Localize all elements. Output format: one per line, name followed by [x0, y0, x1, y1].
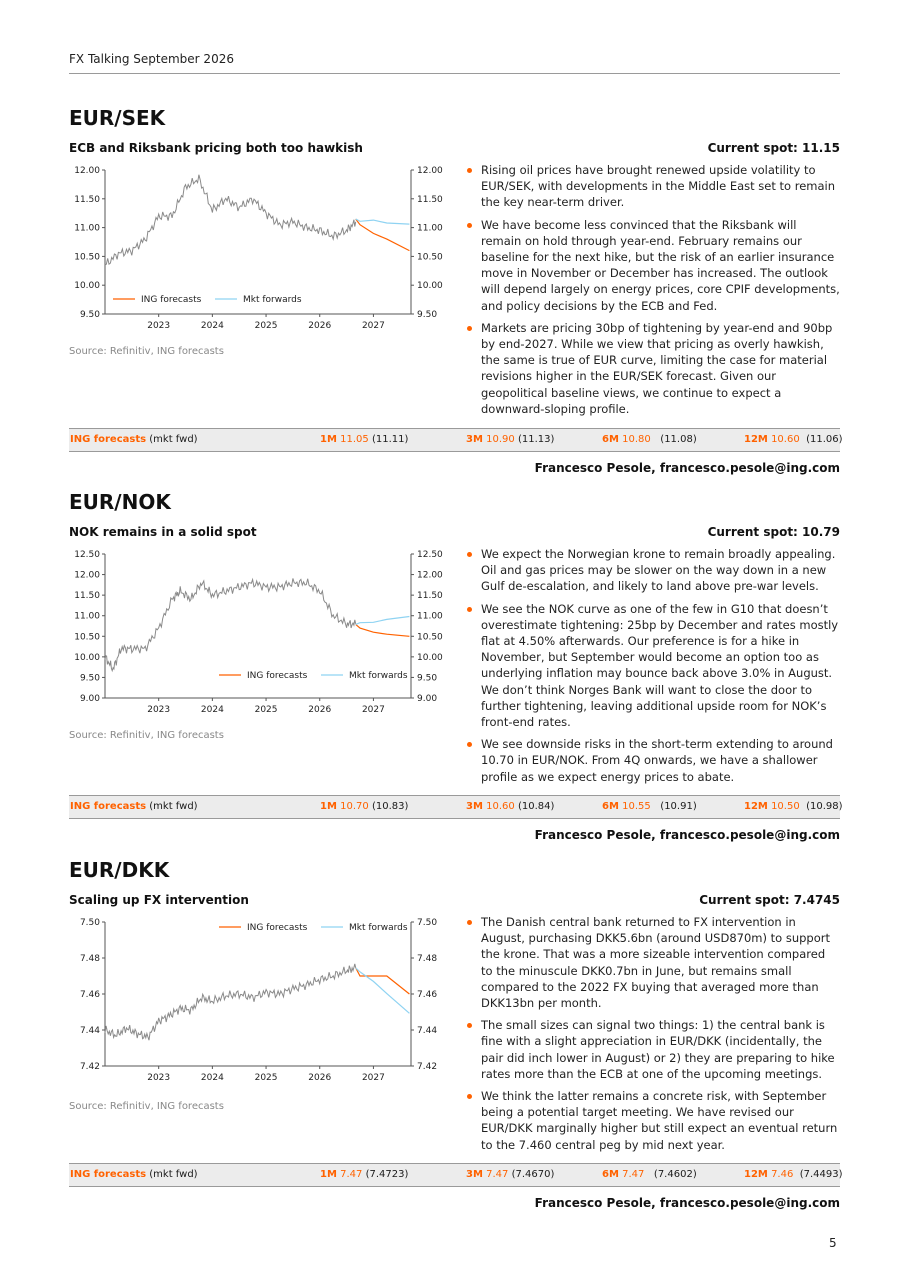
x-tick-label: 2024 — [200, 321, 224, 331]
y-tick-label-right: 7.44 — [417, 1026, 438, 1036]
forecast-bar — [69, 1163, 843, 1187]
forecast-12m: 12M 10.60 (11.06) — [744, 434, 843, 445]
chart-title: ECB and Riksbank pricing both too hawkish — [69, 141, 363, 155]
y-tick-label-right: 11.00 — [417, 223, 443, 234]
commentary-bullet: We think the latter remains a concrete risk, with September being a potential target meeting. We have revised our EUR/DKK marginally higher but still expect an eventual return to the 7.460 central peg by mid next year. — [467, 1088, 840, 1153]
y-tick-label-left: 11.50 — [74, 591, 100, 602]
section-title: EUR/NOK — [69, 490, 171, 514]
chart-eur-dkk — [69, 914, 449, 1094]
history-series-line — [105, 175, 356, 265]
y-tick-label-left: 12.00 — [74, 570, 100, 581]
y-tick-label-left: 10.00 — [74, 652, 100, 663]
y-tick-label-right: 10.50 — [417, 632, 443, 643]
legend-label-ing: ING forecasts — [141, 295, 202, 305]
commentary-bullet: We see downside risks in the short-term extending to around 10.70 in EUR/NOK. From 4Q onwards, we have a shallower profile as we expect energy prices to abate. — [467, 736, 840, 785]
legend-label-ing: ING forecasts — [247, 923, 308, 933]
eur-dkk-line-chart — [69, 914, 449, 1094]
y-tick-label-left: 7.46 — [79, 990, 100, 1000]
x-tick-label: 2026 — [308, 705, 332, 715]
x-tick-label: 2027 — [361, 705, 385, 715]
chart-title: NOK remains in a solid spot — [69, 525, 257, 539]
y-tick-label-right: 9.00 — [417, 694, 438, 704]
forecast-1m: 1M 11.05 (11.11) — [320, 434, 409, 445]
y-tick-label-left: 9.50 — [79, 310, 100, 320]
legend-label-mkt: Mkt forwards — [349, 923, 408, 933]
forecast-12m: 12M 10.50 (10.98) — [744, 801, 843, 812]
y-tick-label-left: 10.00 — [74, 281, 100, 292]
commentary-bullet: We expect the Norwegian krone to remain broadly appealing. Oil and gas prices may be slower on the way down in a new Gulf de-escalation, and likely to land above pre-war levels. — [467, 546, 840, 595]
y-tick-label-right: 12.00 — [417, 166, 443, 176]
y-tick-label-left: 7.50 — [79, 918, 100, 928]
mkt-forward-line — [356, 617, 410, 625]
history-series-line — [105, 578, 356, 670]
commentary-list — [467, 546, 840, 791]
y-tick-label-right: 7.50 — [417, 918, 438, 928]
y-tick-label-right: 7.42 — [417, 1062, 438, 1072]
bullet-dot-icon — [467, 1094, 472, 1099]
commentary-bullet: The small sizes can signal two things: 1) the central bank is fine with a slight appreciation in EUR/DKK (incidentally, the pair did inch lower in August) or 2) they are preparing to hike rates more than the ECB at one of the upcoming meetings. — [467, 1017, 840, 1082]
y-tick-label-right: 9.50 — [417, 310, 438, 320]
commentary-bullet: Markets are pricing 30bp of tightening by year-end and 90bp by end-2027. While we view that pricing as overly hawkish, the same is true of EUR curve, limiting the case for material revisions higher in the EUR/SEK forecast. Given our geopolitical baseline views, we continue to expect a downward-sloping profile. — [467, 320, 840, 417]
y-tick-label-right: 12.00 — [417, 570, 443, 581]
forecast-bar — [69, 795, 843, 819]
x-tick-label: 2023 — [147, 705, 171, 715]
x-tick-label: 2025 — [254, 705, 278, 715]
section-eur-dkk — [69, 858, 843, 1218]
author-line: Francesco Pesole, francesco.pesole@ing.com — [534, 828, 840, 842]
forecast-1m: 1M 10.70 (10.83) — [320, 801, 409, 812]
y-tick-label-right: 7.46 — [417, 990, 438, 1000]
forecast-3m: 3M 10.90 (11.13) — [466, 434, 555, 445]
x-tick-label: 2026 — [308, 321, 332, 331]
bullet-dot-icon — [467, 607, 472, 612]
chart-title: Scaling up FX intervention — [69, 893, 249, 907]
y-tick-label-right: 11.00 — [417, 611, 443, 622]
forecast-12m: 12M 7.46 (7.4493) — [744, 1169, 843, 1180]
bullet-dot-icon — [467, 742, 472, 747]
eur-sek-line-chart — [69, 162, 449, 342]
forecast-1m: 1M 7.47 (7.4723) — [320, 1169, 409, 1180]
y-tick-label-right: 12.50 — [417, 550, 443, 560]
y-tick-label-right: 11.50 — [417, 194, 443, 205]
history-series-line — [105, 964, 356, 1040]
mkt-forward-line — [356, 219, 410, 224]
mkt-forward-line — [356, 968, 410, 1013]
legend-label-mkt: Mkt forwards — [243, 295, 302, 305]
forecast-bar-label: ING forecasts (mkt fwd) — [70, 434, 198, 445]
ing-forecast-line — [356, 624, 410, 636]
section-title: EUR/DKK — [69, 858, 170, 882]
forecast-6m: 6M 7.47 (7.4602) — [602, 1169, 697, 1180]
chart-source: Source: Refinitiv, ING forecasts — [69, 1101, 224, 1112]
x-tick-label: 2027 — [361, 321, 385, 331]
y-tick-label-left: 7.44 — [79, 1026, 100, 1036]
x-tick-label: 2027 — [361, 1073, 385, 1083]
forecast-3m: 3M 7.47 (7.4670) — [466, 1169, 555, 1180]
author-line: Francesco Pesole, francesco.pesole@ing.com — [534, 1196, 840, 1210]
x-tick-label: 2025 — [254, 1073, 278, 1083]
y-tick-label-left: 7.42 — [79, 1062, 100, 1072]
y-tick-label-right: 10.50 — [417, 252, 443, 263]
y-tick-label-left: 11.00 — [74, 611, 100, 622]
x-tick-label: 2023 — [147, 1073, 171, 1083]
chart-source: Source: Refinitiv, ING forecasts — [69, 730, 224, 741]
bullet-dot-icon — [467, 552, 472, 557]
report-header-title: FX Talking September 2026 — [69, 52, 234, 66]
bullet-dot-icon — [467, 326, 472, 331]
commentary-bullet: We have become less convinced that the Riksbank will remain on hold through year-end. February remains our baseline for the next hike, but the risk of an earlier insurance move in November or December has increased. The outlook will depend largely on energy prices, core CPIF developments, and policy decisions by the ECB and Fed. — [467, 217, 840, 314]
y-tick-label-left: 12.50 — [74, 550, 100, 560]
legend-label-ing: ING forecasts — [247, 671, 308, 681]
chart-source: Source: Refinitiv, ING forecasts — [69, 346, 224, 357]
x-tick-label: 2024 — [200, 1073, 224, 1083]
forecast-6m: 6M 10.55 (10.91) — [602, 801, 697, 812]
y-tick-label-right: 11.50 — [417, 591, 443, 602]
y-tick-label-right: 10.00 — [417, 652, 443, 663]
y-tick-label-right: 7.48 — [417, 954, 438, 964]
bullet-dot-icon — [467, 223, 472, 228]
eur-nok-line-chart — [69, 546, 449, 726]
forecast-bar — [69, 428, 843, 452]
x-tick-label: 2023 — [147, 321, 171, 331]
section-title: EUR/SEK — [69, 106, 166, 130]
y-tick-label-right: 10.00 — [417, 281, 443, 292]
header-divider — [69, 73, 840, 74]
chart-eur-sek — [69, 162, 449, 342]
y-tick-label-left: 11.50 — [74, 194, 100, 205]
section-eur-nok — [69, 490, 843, 850]
y-tick-label-left: 10.50 — [74, 632, 100, 643]
current-spot: Current spot: 10.79 — [707, 525, 840, 539]
y-tick-label-left: 7.48 — [79, 954, 100, 964]
commentary-bullet: Rising oil prices have brought renewed upside volatility to EUR/SEK, with developments in the Middle East set to remain the key near-term driver. — [467, 162, 840, 211]
bullet-dot-icon — [467, 168, 472, 173]
y-tick-label-left: 9.00 — [79, 694, 100, 704]
y-tick-label-left: 11.00 — [74, 223, 100, 234]
chart-eur-nok — [69, 546, 449, 726]
current-spot: Current spot: 7.4745 — [699, 893, 840, 907]
section-eur-sek — [69, 106, 843, 480]
bullet-dot-icon — [467, 1023, 472, 1028]
y-tick-label-right: 9.50 — [417, 673, 438, 684]
legend-label-mkt: Mkt forwards — [349, 671, 408, 681]
forecast-bar-label: ING forecasts (mkt fwd) — [70, 1169, 198, 1180]
y-tick-label-left: 10.50 — [74, 252, 100, 263]
current-spot: Current spot: 11.15 — [707, 141, 840, 155]
x-tick-label: 2024 — [200, 705, 224, 715]
y-tick-label-left: 12.00 — [74, 166, 100, 176]
commentary-bullet: We see the NOK curve as one of the few in G10 that doesn’t overestimate tightening: 25bp by December and rates mostly flat at 4.50% afterwards. Our preference is for a hike in November, but September would become an option too as underlying inflation may bounce back above 3.0% in August. We don’t think Norges Bank will want to close the door to further tightening, leaving additional upside room for NOK’s front-end rates. — [467, 601, 840, 731]
forecast-bar-label: ING forecasts (mkt fwd) — [70, 801, 198, 812]
forecast-6m: 6M 10.80 (11.08) — [602, 434, 697, 445]
x-tick-label: 2025 — [254, 321, 278, 331]
commentary-list — [467, 162, 840, 423]
x-tick-label: 2026 — [308, 1073, 332, 1083]
forecast-3m: 3M 10.60 (10.84) — [466, 801, 555, 812]
y-tick-label-left: 9.50 — [79, 673, 100, 684]
commentary-list — [467, 914, 840, 1159]
bullet-dot-icon — [467, 920, 472, 925]
author-line: Francesco Pesole, francesco.pesole@ing.com — [534, 461, 840, 475]
commentary-bullet: The Danish central bank returned to FX intervention in August, purchasing DKK5.6bn (around USD870m) to support the krone. That was a more sizeable intervention compared to the minuscule DKK0.7bn in June, but remains small compared to the 2022 FX buying that averaged more than DKK13bn per month. — [467, 914, 840, 1011]
page-number: 5 — [829, 1236, 837, 1250]
